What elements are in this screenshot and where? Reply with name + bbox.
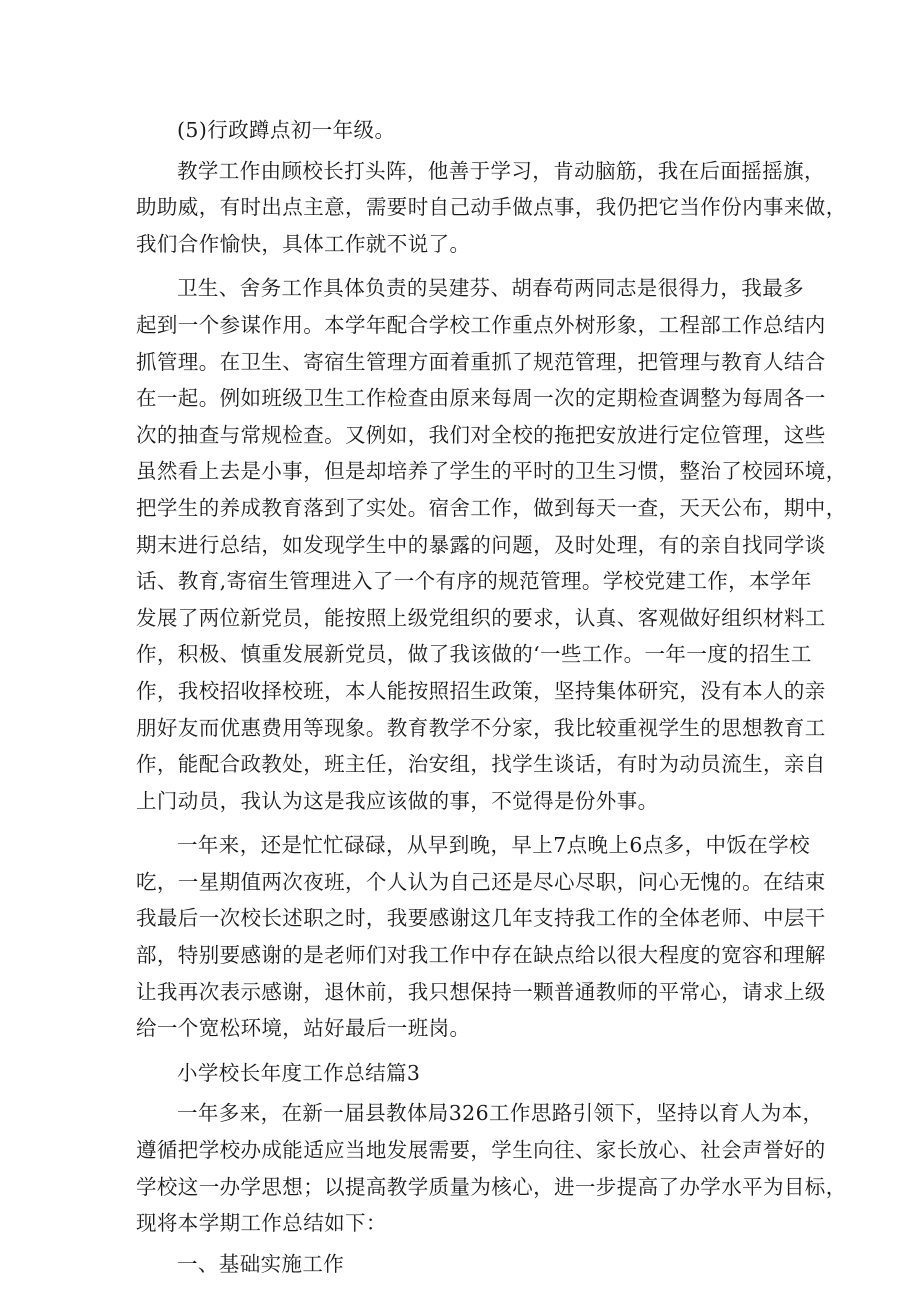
text-line: 让我再次表示感谢，退休前，我只想保持一颗普通教师的平常心，请求上级 xyxy=(136,979,826,1004)
paragraph-admin-grade xyxy=(136,112,792,149)
document-body xyxy=(136,112,847,1282)
text-line: 助助威，有时出点主意，需要时自己动手做点事，我仍把它当作份内事来做， xyxy=(136,195,847,220)
paragraph-year-review xyxy=(136,827,826,1047)
text-line: 给一个宽松环境，站好最后一班岗。 xyxy=(136,1016,471,1041)
text-line: 部，特别要感谢的是老师们对我工作中存在缺点给以很大程度的宽容和理解 xyxy=(136,943,826,968)
text-line: 吃，一星期值两次夜班，个人认为自己还是尽心尽职，问心无愧的。在结束 xyxy=(136,869,826,894)
text-line: 作，能配合政教处，班主任，治安组，找学生谈话，有时为动员流生，亲自 xyxy=(136,752,826,777)
text-line: 虽然看上去是小事，但是却培养了学生的平时的卫生习惯，整治了校园环境， xyxy=(136,459,847,484)
paragraph-intro-summary xyxy=(136,1095,847,1241)
subheading-infrastructure xyxy=(136,1246,792,1283)
text-line: 次的抽查与常规检查。又例如，我们对全校的拖把安放进行定位管理，这些 xyxy=(136,422,826,447)
text-line: 起到一个参谋作用。本学年配合学校工作重点外树形象，工程部工作总结内 xyxy=(136,312,826,337)
text-line: 朋好友而优惠费用等现象。教育教学不分家，我比较重视学生的思想教育工 xyxy=(136,715,826,740)
text-line: 期末进行总结，如发现学生中的暴露的问题，及时处理，有的亲自找同学谈 xyxy=(136,532,826,557)
text-line: (5)行政蹲点初一年级。 xyxy=(177,118,396,142)
text-line: 现将本学期工作总结如下： xyxy=(136,1211,387,1236)
paragraph-teaching-work xyxy=(136,153,847,263)
text-line: 学校这一办学思想；以提高教学质量为核心，进一步提高了办学水平为目标， xyxy=(136,1174,847,1199)
text-line: 把学生的养成教育落到了实处。宿舍工作，做到每天一查，天天公布，期中， xyxy=(136,495,847,520)
text-line: 我们合作愉快，具体工作就不说了。 xyxy=(136,231,471,256)
text-line: 小学校长年度工作总结篇3 xyxy=(177,1060,421,1085)
text-line: 作，我校招收择校班，本人能按照招生政策，坚持集体研究，没有本人的亲 xyxy=(136,678,826,703)
text-line: 一年来，还是忙忙碌碌，从早到晚，早上7点晚上6点多，中饭在学校 xyxy=(177,833,810,858)
text-line: 一年多来，在新一届县教体局326工作思路引领下，坚持以育人为本， xyxy=(177,1101,824,1126)
text-line: 卫生、舍务工作具体负责的吴建芬、胡春苟两同志是很得力，我最多 xyxy=(177,276,804,301)
text-line: 发展了两位新党员，能按照上级党组织的要求，认真、客观做好组织材料工 xyxy=(136,605,826,630)
text-line: 教学工作由顾校长打头阵，他善于学习，肯动脑筋，我在后面摇摇旗， xyxy=(177,158,825,183)
text-line: 我最后一次校长述职之时，我要感谢这几年支持我工作的全体老师、中层干 xyxy=(136,906,826,931)
section-heading-part3 xyxy=(136,1055,792,1092)
text-line: 话、教育,寄宿生管理进入了一个有序的规范管理。学校党建工作，本学年 xyxy=(136,569,812,594)
paragraph-hygiene-dorm-work xyxy=(136,270,847,819)
text-line: 一、基础实施工作 xyxy=(177,1251,345,1276)
text-line: 上门动员，我认为这是我应该做的事，不觉得是份外事。 xyxy=(136,788,659,813)
text-line: 遵循把学校办成能适应当地发展需要，学生向往、家长放心、社会声誉好的 xyxy=(136,1138,826,1163)
text-line: 抓管理。在卫生、寄宿生管理方面着重抓了规范管理，把管理与教育人结合 xyxy=(136,349,826,374)
text-line: 在一起。例如班级卫生工作检查由原来每周一次的定期检查调整为每周各一 xyxy=(136,386,826,411)
text-line: 作，积极、慎重发展新党员，做了我该做的‘一些工作。一年一度的招生工 xyxy=(136,642,812,667)
